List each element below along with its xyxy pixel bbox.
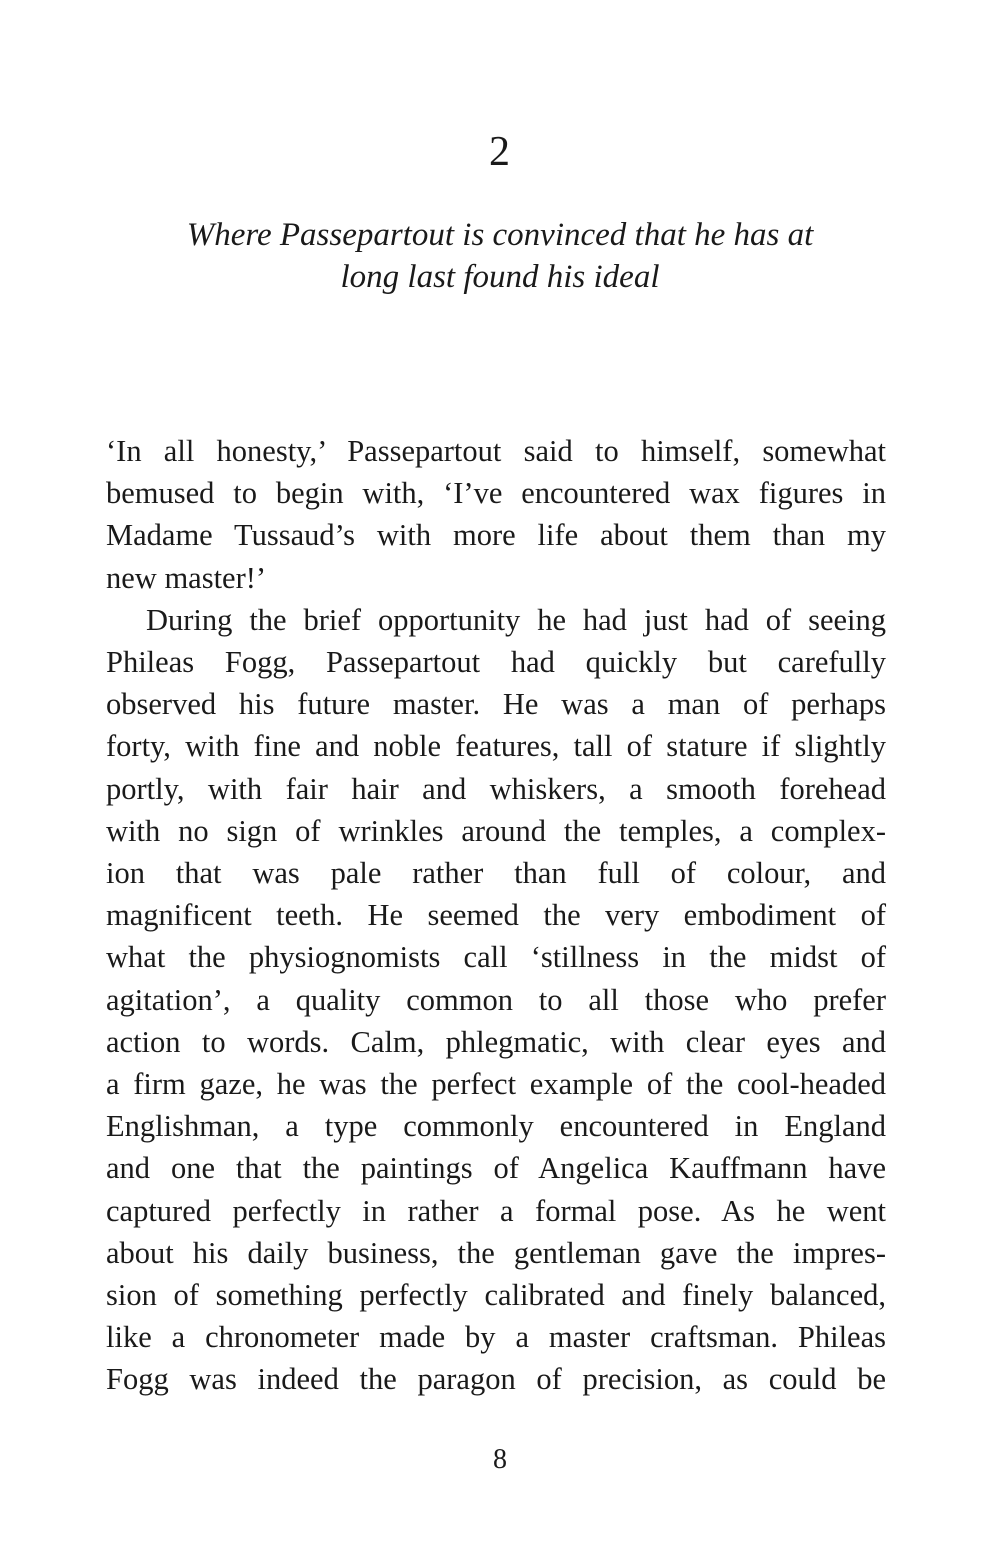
text-line: bemused to begin with, ‘I’ve encountered wax figures in (106, 476, 886, 511)
text-line: Phileas Fogg, Passepartout had quickly but carefully (106, 645, 886, 680)
text-line: like a chronometer made by a master craftsman. Phileas (106, 1320, 886, 1355)
text-line: ion that was pale rather than full of colour, and (106, 856, 886, 891)
text-line: Madame Tussaud’s with more life about them than my (106, 518, 886, 553)
text-line: During the brief opportunity he had just had of seeing (146, 602, 886, 637)
text-line: Englishman, a type commonly encountered in England (106, 1109, 886, 1144)
chapter-title (120, 214, 880, 298)
text-line: a firm gaze, he was the perfect example of the cool-headed (106, 1067, 886, 1102)
text-line: magnificent teeth. He seemed the very embodiment of (106, 898, 886, 933)
text-line: about his daily business, the gentleman gave the impres- (106, 1235, 886, 1270)
text-line: and one that the paintings of Angelica Kauffmann have (106, 1151, 886, 1186)
text-line: forty, with fine and noble features, tall of stature if slightly (106, 729, 886, 764)
text-line: observed his future master. He was a man of perhaps (106, 687, 886, 722)
text-line: captured perfectly in rather a formal pose. As he went (106, 1193, 886, 1228)
text-line: new master!’ (106, 560, 267, 595)
text-line: agitation’, a quality common to all those who prefer (106, 982, 886, 1017)
text-line: portly, with fair hair and whiskers, a smooth forehead (106, 771, 886, 806)
paragraph (106, 599, 886, 1401)
text-line: action to words. Calm, phlegmatic, with clear eyes and (106, 1024, 886, 1059)
text-line: ‘In all honesty,’ Passepartout said to himself, somewhat (106, 434, 886, 468)
body-text (106, 430, 886, 1401)
text-line: sion of something perfectly calibrated and finely balanced, (106, 1278, 886, 1313)
page-number: 8 (493, 1444, 507, 1475)
text-line: Fogg was indeed the paragon of precision, as could be (106, 1362, 886, 1397)
chapter-number: 2 (489, 129, 511, 175)
text-line: with no sign of wrinkles around the temples, a complex- (106, 813, 886, 848)
chapter-title-line: Where Passepartout is convinced that he has at (186, 217, 814, 253)
chapter-title-line: long last found his ideal (340, 259, 660, 295)
paragraph (106, 430, 886, 599)
text-line: what the physiognomists call ‘stillness in the midst of (106, 940, 886, 975)
